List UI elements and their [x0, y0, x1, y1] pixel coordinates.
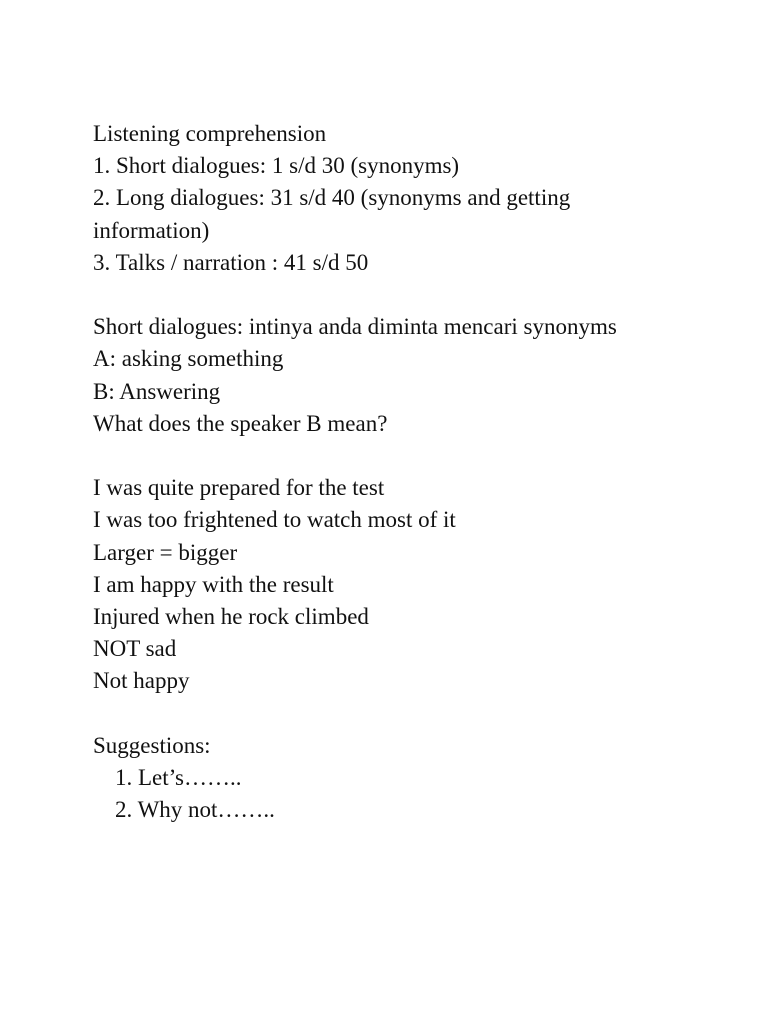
speaker-a-line: A: asking something [93, 346, 284, 372]
list-item-short-dialogues: 1. Short dialogues: 1 s/d 30 (synonyms) [93, 153, 460, 179]
list-item-long-dialogues: 2. Long dialogues: 31 s/d 40 (synonyms and getting information) [93, 185, 576, 243]
suggestion-item-why-not: 2. Why not…….. [115, 797, 275, 823]
section-heading-listening: Listening comprehension [93, 121, 327, 146]
list-item-talks-narration: 3. Talks / narration : 41 s/d 50 [93, 249, 369, 275]
document-body [93, 118, 693, 826]
example-line: Not happy [93, 668, 190, 694]
example-line: NOT sad [93, 636, 177, 662]
example-line: I was quite prepared for the test [93, 475, 385, 501]
example-line: I am happy with the result [93, 571, 334, 597]
blank-line [93, 698, 693, 730]
blank-line [93, 279, 693, 311]
suggestions-list [93, 762, 693, 826]
example-line: I was too frightened to watch most of it [93, 507, 456, 533]
speaker-b-line: B: Answering [93, 378, 221, 404]
example-line: Larger = bigger [93, 539, 238, 565]
blank-line [93, 440, 693, 472]
short-dialogues-intro: Short dialogues: intinya anda diminta mencari synonyms [93, 314, 617, 340]
section-heading-suggestions: Suggestions: [93, 732, 211, 758]
question-line: What does the speaker B mean? [93, 410, 388, 436]
suggestion-item-lets: 1. Let’s…….. [115, 765, 242, 791]
example-line: Injured when he rock climbed [93, 604, 369, 630]
